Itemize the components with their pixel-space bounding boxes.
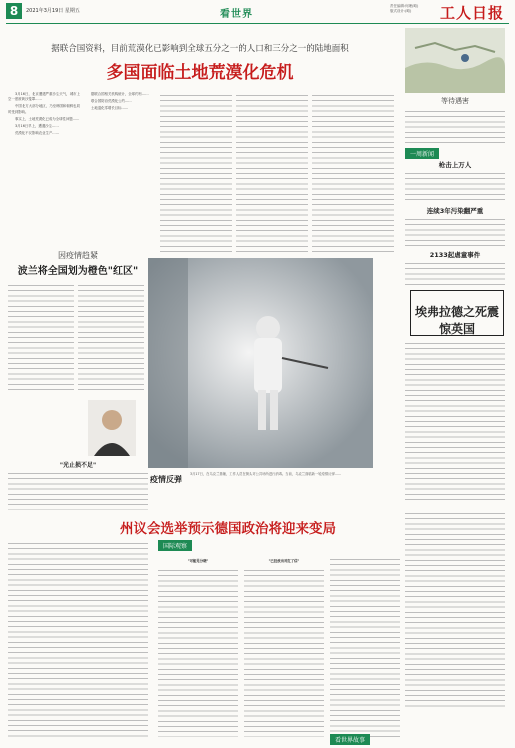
bottom-left-text: [8, 540, 148, 740]
ad-box: [410, 290, 504, 336]
photo-label: 疫情反弹: [150, 475, 182, 484]
story-title: 因疫情趋紧: [58, 251, 98, 260]
disinfection-photo: [148, 258, 373, 468]
text-block: [405, 216, 505, 246]
photo-caption: 3月17日，在乌克兰基辅，工作人员在街头对公共场所进行消毒。当前，乌克兰面临新一轮疫情反弹……: [190, 472, 342, 476]
paragraph: 事实上，土地荒漠化已成为全球性问题……: [15, 116, 80, 121]
side-photo-caption: 等待遇害: [441, 97, 469, 105]
editor-line: 责任编辑:何理(略): [390, 4, 419, 8]
article-column-1: [8, 92, 80, 242]
text-block: [8, 470, 148, 510]
text-block: [158, 567, 238, 737]
paragraph: 据联合国相关机构统计，全球约有……: [91, 92, 149, 96]
bottom-right-bar: 看世界故事: [330, 734, 370, 745]
text-block: [236, 92, 308, 252]
article-headline: 多国面临土地荒漠化危机: [106, 63, 294, 83]
text-block: [405, 108, 505, 144]
portrait-illustration: [88, 400, 136, 456]
text-block: [405, 340, 505, 500]
bottom-section-bar: 国际观察: [158, 540, 192, 551]
text-block: [330, 556, 400, 741]
bottom-col-2: [244, 556, 324, 741]
text-block: [405, 170, 505, 200]
bottom-right-text: [405, 510, 505, 710]
brief-title: 连续3年污染翻严重: [426, 207, 484, 215]
text-block: [244, 567, 324, 737]
bottom-col-3: [330, 556, 400, 741]
brief-title: 2133起虐童事件: [429, 251, 481, 259]
section-title: 看世界: [220, 9, 253, 20]
text-block: [160, 92, 232, 252]
text-block: [8, 282, 74, 394]
bottom-subhead: "已经放出对红了信": [268, 559, 300, 563]
issue-date: 2021年3月19日 星期五: [26, 8, 80, 14]
text-block: [405, 510, 505, 710]
brief-title: 枪击上万人: [438, 161, 472, 169]
paragraph: 3月16日，北京遭遇严重沙尘天气，城市上空一度被黄沙笼罩……: [8, 92, 80, 102]
main-photo: [148, 258, 373, 468]
page-number: 8: [6, 3, 22, 19]
bottom-headline: 州议会选举预示德国政治将迎来变局: [120, 521, 336, 537]
designer-line: 版式设计:(略): [390, 9, 412, 13]
header-rule: [6, 23, 509, 24]
article-column-4: [236, 92, 308, 252]
portrait-text: [8, 470, 148, 510]
bottom-col-1: [158, 556, 238, 741]
masthead-logo: 工人日报: [440, 4, 505, 22]
text-block: [8, 540, 148, 740]
brief-body: [405, 170, 505, 200]
bottom-subhead: "可能见分晓": [187, 559, 209, 563]
story-column: [8, 282, 74, 394]
paragraph: 联合国防治荒漠化公约……: [91, 99, 132, 104]
paragraph: 荒漠化不仅影响农业生产……: [15, 131, 60, 136]
text-block: [405, 260, 505, 285]
paragraph: 中国北方大部分地区，乃至韩国和朝鲜也同时受到影响。: [8, 104, 80, 114]
side-caption-text: [405, 108, 505, 144]
brief-body: [405, 260, 505, 285]
story-column: [78, 282, 144, 394]
portrait-caption: "光止损不足": [59, 462, 97, 469]
article-column-3: [160, 92, 232, 252]
page-header: [0, 0, 515, 22]
portrait-photo: [88, 400, 136, 456]
section-bar: 一周新闻: [405, 148, 439, 159]
map-illustration: [405, 28, 505, 93]
side-photo: [405, 28, 505, 93]
article-column-2: [84, 92, 156, 242]
article-column-5: [312, 92, 394, 252]
text-block: [312, 92, 394, 252]
article-kicker: 据联合国资料，目前荒漠化已影响到全球五分之一的人口和三分之一的陆地面积: [51, 44, 349, 54]
brief-body: [405, 216, 505, 246]
story-headline: 波兰将全国划为橙色"红区": [17, 266, 139, 277]
paragraph: 土地退化零增长目标……: [91, 106, 129, 111]
paragraph: 3月16日早上，遭遇沙尘……: [15, 124, 59, 129]
text-block: [78, 282, 144, 394]
right-column-body: [405, 340, 505, 500]
ad-text: 埃弗拉德之死震惊英国: [414, 305, 499, 336]
